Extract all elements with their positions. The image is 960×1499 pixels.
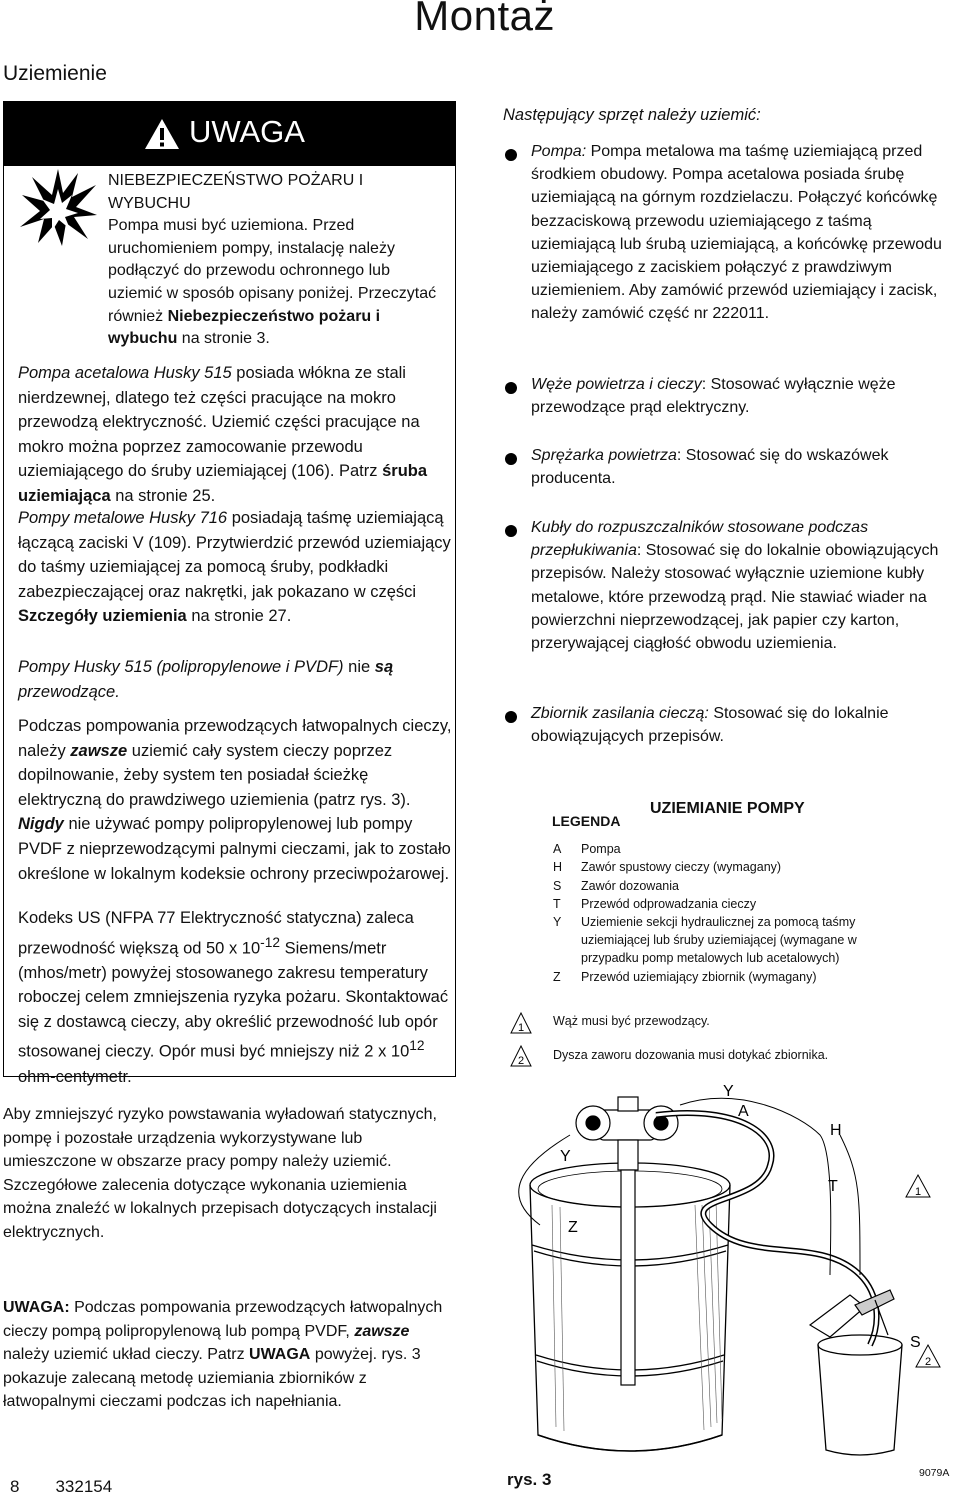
note-a: Podczas pompowania przewodzących łatwopalnych cieczy pompą polipropylenową lub pompą PVDF, xyxy=(3,1299,443,1340)
bucket xyxy=(818,1335,902,1455)
hazard-text-1: Pompa musi być uziemiona. Przed uruchomieniem pompy, instalację należy podłączyć do przewodu ochronnego lub uziemić w sposób opisany poniżej. Przeczytać również xyxy=(108,217,437,325)
p5-a: Kodeks US (NFPA 77 Elektryczność statyczna) zaleca przewodność większą od 50 x 10 xyxy=(18,909,414,958)
p4-b: zawsze xyxy=(70,741,128,760)
fire-explosion-icon xyxy=(18,167,98,247)
nozzle xyxy=(810,1290,894,1337)
warning-paragraph-5 xyxy=(18,906,453,1089)
figure-code: 9079A xyxy=(919,1467,950,1479)
callout-1-marker xyxy=(906,1175,930,1198)
bullet-icon xyxy=(505,382,517,394)
doc-number: 332154 xyxy=(55,1477,113,1496)
p5-b: Siemens/metr (mhos/metr) powyżej stosowanego zakresu temperatury roboczej celem zmniejszenia ryzyka pożaru. Skontaktować się z dostawcą cieczy, aby określić przewodność lub opór stosowanej cieczy. Opór musi być mniejszy niż 2 x 10 xyxy=(18,939,449,1061)
legend-text: Uziemienie sekcji hydraulicznej za pomocą taśmy uziemiającej lub śruby uziemiającej (wymagane w przypadku pomp metalowych lub acetalowych) xyxy=(581,915,857,965)
hazard-ref: Niebezpieczeństwo pożaru i wybuchu xyxy=(108,307,381,348)
note-1-text: Wąż musi być przewodzący. xyxy=(553,1014,710,1028)
item-text: : Stosować się do lokalnie obowiązujących przepisów. Należy stosować wyłącznie uziemione kubły metalowe, które przewodzą prąd. Nie stawiać wiader na powierzchni nieprzewodzącej, jak papier czy karton, przerywającej ciągłość obwodu uziemienia. xyxy=(531,542,939,653)
callout-y-left: Y xyxy=(560,1148,571,1165)
list-item-hoses xyxy=(531,373,956,419)
item-term: Kubły do rozpuszczalników stosowane podczas przepłukiwania xyxy=(531,519,869,560)
note-number: 2 xyxy=(517,1055,525,1067)
note-number: 1 xyxy=(517,1022,525,1034)
note-lead: UWAGA: xyxy=(3,1299,70,1316)
callout-1: 1 xyxy=(914,1186,922,1198)
bullet-icon xyxy=(505,149,517,161)
p3-italic: Pompy Husky 515 (polipropylenowe i PVDF) xyxy=(18,658,344,676)
callout-t: T xyxy=(828,1178,838,1195)
figure-title: UZIEMIANIE POMPY xyxy=(650,800,805,817)
item-term: Sprężarka powietrza xyxy=(531,447,677,464)
callout-2: 2 xyxy=(924,1356,932,1368)
hazard-text-2: na stronie 3. xyxy=(181,330,270,348)
item-text: : Stosować wyłącznie węże przewodzące prąd elektryczny. xyxy=(531,376,896,417)
note-2-text: Dysza zaworu dozowania musi dotykać zbiornika. xyxy=(553,1048,829,1062)
bullet-icon xyxy=(505,525,517,537)
warning-paragraph-4 xyxy=(18,714,453,886)
item-term: Węże powietrza i cieczy xyxy=(531,376,702,393)
warning-paragraph-2 xyxy=(18,506,453,629)
page-number: 8 xyxy=(10,1477,20,1496)
legend-key: S xyxy=(553,879,562,893)
bullet-icon xyxy=(505,711,517,723)
legend-key: A xyxy=(553,842,562,856)
callout-y-top: Y xyxy=(723,1083,734,1100)
legend-text: Przewód odprowadzania cieczy xyxy=(581,897,757,911)
note-d: powyżej. rys. 3 pokazuje zalecaną metodę uziemiania zbiorników z łatwopalnymi cieczami podczas ich napełniania. xyxy=(3,1346,421,1410)
legend-text: Pompa xyxy=(581,842,621,856)
section-heading: Uziemienie xyxy=(3,62,107,85)
item-text: Stosować się do lokalnie obowiązujących przepisów. xyxy=(531,705,889,746)
p1-end: na stronie 25. xyxy=(115,486,216,505)
p5-c: ohm-centymetr. xyxy=(18,1067,132,1086)
p5-sup2: 12 xyxy=(409,1038,425,1054)
p4-d: Nigdy xyxy=(18,815,64,834)
callout-z: Z xyxy=(568,1219,578,1236)
p3-mid: nie xyxy=(348,658,371,676)
static-discharge-paragraph: Aby zmniejszyć ryzyko powstawania wyładowań statycznych, pompę i pozostałe urządzenia wykorzystywane lub umieszczone w obszarze pracy pompy należy uziemić. Szczegółowe zalecenia dotyczące wykonania uziemienia można znaleźć w lokalnych przepisach dotyczących instalacji elektrycznych. xyxy=(3,1106,437,1241)
list-item-tank xyxy=(531,702,956,748)
legend-key: Y xyxy=(553,915,562,929)
hazard-title: NIEBEZPIECZEŃSTWO POŻARU I WYBUCHU xyxy=(108,172,364,212)
p4-e: nie używać pompy polipropylenowej lub pompy PVDF z nieprzewodzącymi palnymi cieczami, jak to zostało określone w lokalnym kodeksie ochrony przeciwpożarowej. xyxy=(18,815,451,883)
pump-grounding-diagram xyxy=(480,1075,960,1465)
note-ref: UWAGA xyxy=(249,1346,311,1363)
p1-text: posiada włókna ze stali nierdzewnej, dlatego też części pracujące na mokro przewodzą elektryczność. Uziemić części pracujące na mokro można poprzez zamocowanie przewodu uziemiającego do śruby uziemiającej (106). Patrz xyxy=(18,364,420,481)
page-title: Montaż xyxy=(414,0,555,39)
bullet-icon xyxy=(505,453,517,465)
p5-sup1: -12 xyxy=(260,934,281,950)
warning-paragraph-1 xyxy=(18,361,453,509)
warning-header xyxy=(4,102,455,166)
note-c: należy uziemić układ cieczy. Patrz xyxy=(3,1346,245,1363)
page-footer xyxy=(10,1477,148,1497)
item-text: Pompa metalowa ma taśmę uziemiającą przed środkiem obudowy. Pompa acetalowa posiada śrubę uziemiającą na górnym rozdzielaczu. Połączyć końcówkę bezzaciskową przewodu uziemiającego z taśmą uziemiającą lub śrubą uziemiającą, a końcówkę przewodu uziemiającego z zaciskiem połączyć z prawdziwym uziemieniem. Aby zamówić przewód uziemiający i zacisk, należy zamówić część nr 222011. xyxy=(531,143,942,323)
note-2-marker-icon xyxy=(510,1045,532,1067)
callout-s: S xyxy=(910,1334,921,1351)
p3-bold: są xyxy=(374,658,394,676)
warning-paragraph-3 xyxy=(18,655,453,704)
list-item-compressor xyxy=(531,444,956,490)
figure-label: rys. 3 xyxy=(507,1470,552,1489)
p2-ref: Szczegóły uziemienia xyxy=(18,607,187,626)
pump xyxy=(576,1097,678,1385)
item-term: Zbiornik zasilania cieczą: xyxy=(531,705,709,722)
legend-text: Przewód uziemiający zbiornik (wymagany) xyxy=(581,970,817,984)
p4-c: uziemić cały system cieczy poprzez dopilnowanie, żeby system ten posiadał ścieżkę elektryczną do prawdziwego uziemienia (patrz rys. 3). xyxy=(18,741,411,809)
callout-h: H xyxy=(830,1122,842,1139)
p2-italic: Pompy metalowe Husky 716 xyxy=(18,509,228,527)
p1-ref: śruba uziemiająca xyxy=(18,462,428,505)
note-b: zawsze xyxy=(354,1322,410,1340)
note-1-marker-icon xyxy=(510,1012,532,1034)
legend-text: Zawór dozowania xyxy=(581,879,679,893)
list-item-pump xyxy=(531,140,956,326)
right-heading: Następujący sprzęt należy uziemić: xyxy=(503,106,761,124)
p4-a: Podczas pompowania przewodzących łatwopalnych cieczy, należy xyxy=(18,717,452,760)
callout-a: A xyxy=(738,1103,749,1120)
hazard-text xyxy=(108,170,446,351)
legend-key: H xyxy=(553,860,563,874)
legend-key: Z xyxy=(553,970,561,984)
warning-triangle-icon xyxy=(144,118,180,150)
item-term: Pompa: xyxy=(531,143,587,160)
note-paragraph xyxy=(3,1296,453,1414)
p2-end: na stronie 27. xyxy=(191,607,292,626)
legend-key: T xyxy=(553,897,561,911)
p1-italic: Pompa acetalowa Husky 515 xyxy=(18,364,232,382)
list-item-buckets xyxy=(531,516,956,655)
p2-text: posiadają taśmę uziemiającą łączącą zaciski V (109). Przytwierdzić przewód uziemiający do taśmy uziemiającej za pomocą śruby, podkładki zabezpieczającej oraz nakrętki, jak pokazano w części xyxy=(18,509,451,601)
warning-heading: UWAGA xyxy=(189,114,305,149)
legend-title: LEGENDA xyxy=(552,813,621,829)
legend-text: Zawór spustowy cieczy (wymagany) xyxy=(581,860,782,874)
p3-end: przewodzące. xyxy=(18,682,120,701)
item-text: : Stosować się do wskazówek producenta. xyxy=(531,447,889,488)
